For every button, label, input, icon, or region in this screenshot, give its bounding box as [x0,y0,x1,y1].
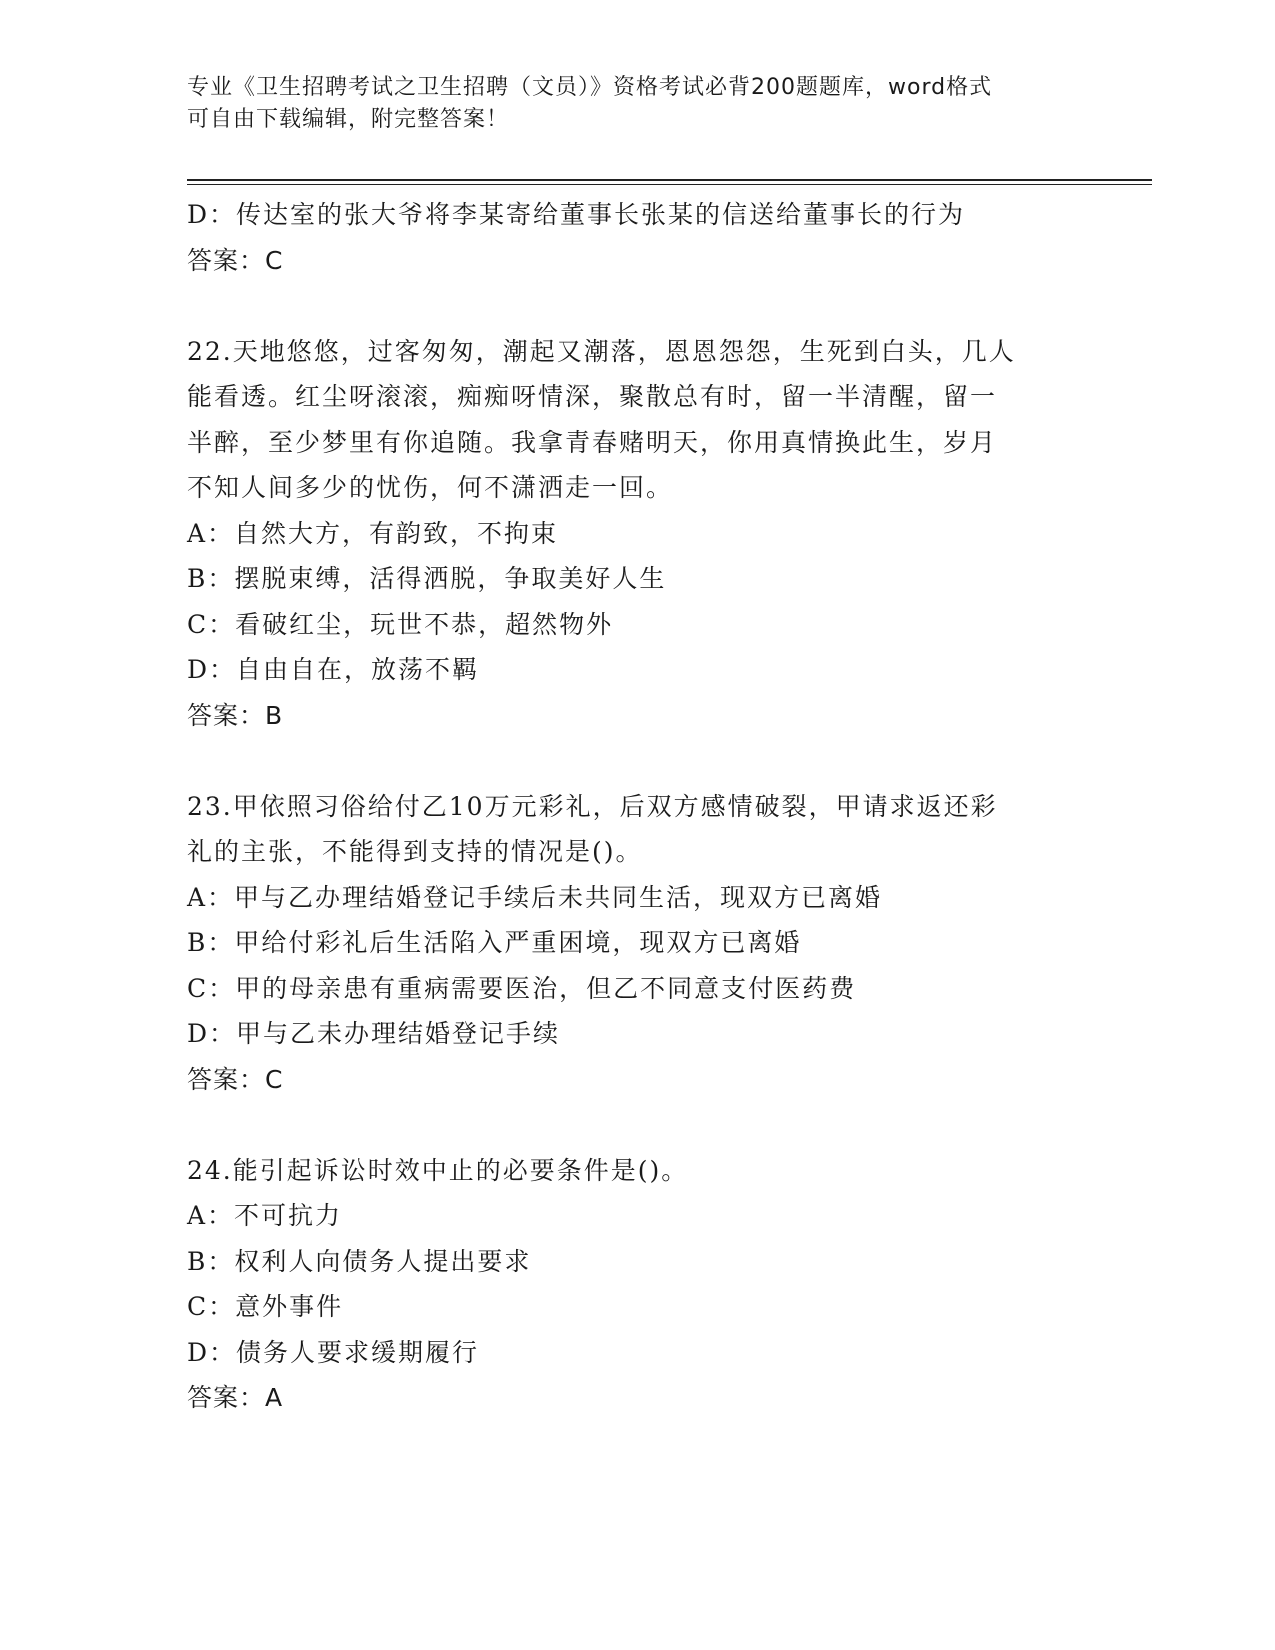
spacer [187,738,1087,784]
question-stem-line: 不知人间多少的忧伤，何不潇洒走一回。 [187,473,674,502]
question-23 [187,784,1087,1103]
document-header [187,72,1087,136]
option-b: B：权利人向债务人提出要求 [187,1246,532,1276]
option-c: C：意外事件 [187,1292,344,1321]
header-title-line-2: 可自由下载编辑，附完整答案！ [187,107,510,132]
answer: 答案：A [187,1383,284,1412]
answer: 答案：B [187,700,284,730]
spacer [187,1102,1087,1148]
question-stem-line: 礼的主张，不能得到支持的情况是()。 [187,837,643,866]
question-stem-line: 能看透。红尘呀滚滚，痴痴呀情深，聚散总有时，留一半清醒，留一 [187,382,998,411]
option-c: C：看破红尘，玩世不恭，超然物外 [187,609,614,639]
header-title-line-1: 专业《卫生招聘考试之卫生招聘（文员）》资格考试必背200题题库，word格式 [187,75,993,100]
option-a: A：甲与乙办理结婚登记手续后未共同生活，现双方已离婚 [187,882,883,912]
option-a: A：自然大方，有韵致，不拘束 [187,518,559,548]
question-stem-line: 23.甲依照习俗给付乙10万元彩礼，后双方感情破裂，甲请求返还彩 [187,791,998,821]
option-c: C：甲的母亲患有重病需要医治，但乙不同意支付医药费 [187,973,857,1003]
spacer [187,283,1087,329]
question-21-tail [187,192,1087,283]
option-d: D：甲与乙未办理结婚登记手续 [187,1019,561,1048]
header-rule-thick [187,179,1152,181]
option-b: B：甲给付彩礼后生活陷入严重困境，现双方已离婚 [187,928,802,957]
question-stem-line: 24.能引起诉讼时效中止的必要条件是()。 [187,1155,689,1185]
question-stem-line: 22.天地悠悠，过客匆匆，潮起又潮落，恩恩怨怨，生死到白头，几人 [187,336,1016,366]
option-d: D：自由自在，放荡不羁 [187,655,480,684]
option-d: D：传达室的张大爷将李某寄给董事长张某的信送给董事长的行为 [187,200,966,229]
option-d: D：债务人要求缓期履行 [187,1337,480,1367]
answer: 答案：C [187,1064,284,1094]
answer: 答案：C [187,245,284,275]
option-b: B：摆脱束缚，活得洒脱，争取美好人生 [187,564,667,593]
question-22 [187,329,1087,739]
header-rule-thin [187,184,1152,185]
question-stem-line: 半醉，至少梦里有你追随。我拿青春赌明天，你用真情换此生，岁月 [187,427,998,457]
question-24 [187,1148,1087,1421]
document-body [187,192,1087,1421]
option-a: A：不可抗力 [187,1201,343,1230]
